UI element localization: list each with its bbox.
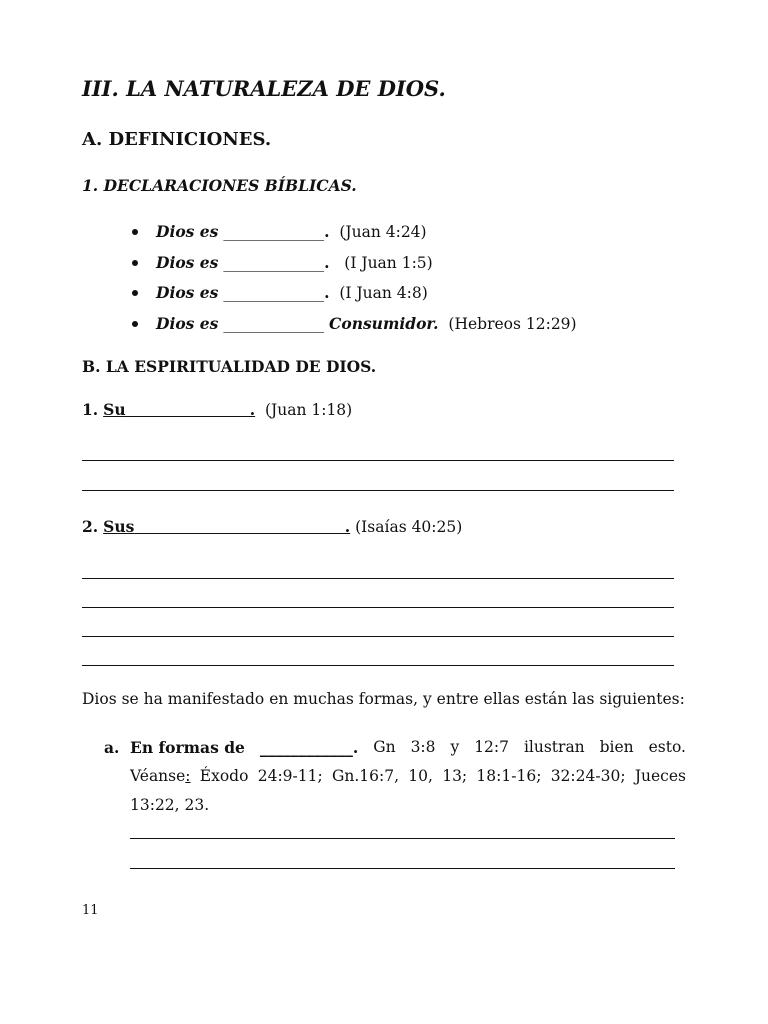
bible-reference: (Juan 4:24) [339,223,427,241]
word: 13; [442,767,468,785]
item-word-fill: . [134,517,351,536]
item-a-line [130,762,686,791]
item-a-lead: En formas de [130,738,245,757]
answer-line[interactable] [82,636,674,637]
item-a-line: 13:22, 23. [130,796,210,814]
answer-line[interactable] [130,838,675,839]
bullet-lead: Dios es [156,313,219,333]
answer-line[interactable] [82,665,674,666]
bullet-lead: Dios es [156,222,219,241]
item-number: 1. [82,400,99,419]
bullet-punct: . [324,222,330,241]
bible-reference: (Isaías 40:25) [355,518,463,536]
answer-line[interactable] [130,868,675,869]
fill-blank: _____________ [223,223,325,241]
bullet-icon [132,321,138,327]
bible-reference: (Hebreos 12:29) [448,314,577,333]
word: 32:24-30; [550,767,626,785]
item-number: 2. [82,517,99,536]
bullet-icon [132,290,138,296]
bullet-icon [132,260,138,266]
item-a-line [130,733,686,762]
section-title: III. LA NATURALEZA DE DIOS. [82,76,446,101]
answer-line[interactable] [82,490,674,491]
item-word [103,400,255,419]
page-number: 11 [82,903,99,918]
word: 3:8 [410,738,436,756]
item-word-fill: . [125,400,256,419]
word: bien [599,738,634,756]
item-word-text: Su [103,400,126,419]
bullet-lead: Dios es [156,283,219,302]
bullet-icon [132,229,138,235]
fill-blank: _____________ [223,284,325,302]
subsection-b-heading: B. LA ESPIRITUALIDAD DE DIOS. [82,357,377,376]
word: esto. [648,738,686,756]
word: 12:7 [474,738,509,756]
subsection-a-heading: A. DEFINICIONES. [82,129,272,150]
fill-blank: _____________ [223,253,325,272]
word: 10, [408,767,433,785]
item-word-text: Sus [103,517,135,536]
answer-line[interactable] [82,578,674,579]
bullet-lead: Dios es [156,252,219,272]
answer-line[interactable] [82,607,674,608]
bullet-trail: Consumidor. [329,313,439,333]
veanse-label [130,762,191,791]
item-2-heading [82,517,462,536]
answer-line[interactable] [82,460,674,461]
subsection-a1-heading: 1. DECLARACIONES BÍBLICAS. [82,176,357,195]
bible-reference: (I Juan 1:5) [344,253,433,272]
word: 18:1-16; [476,767,542,785]
bullet-punct: . [324,283,330,302]
bible-reference: (I Juan 4:8) [339,284,428,302]
item-marker: a. [104,738,120,757]
fill-blank: _____________ [223,314,325,333]
intro-paragraph: Dios se ha manifestado en muchas formas, y entre ellas están las siguientes: [82,690,685,708]
veanse-colon: : [185,767,191,785]
word: Gn [373,738,396,756]
bullet-punct: . [324,252,330,272]
item-word [103,517,350,536]
word: ilustran [523,738,585,756]
bible-reference: (Juan 1:18) [264,401,353,419]
word: y [450,738,460,756]
item-a-body [130,733,686,820]
word: Gn.16:7, [331,767,400,785]
word: Éxodo [199,767,249,785]
fill-blank: ____________. [259,738,359,757]
word: 24:9-11; [257,767,323,785]
item-1-heading [82,400,352,419]
veanse-word: Véanse [130,767,186,785]
word: Jueces [634,767,686,785]
